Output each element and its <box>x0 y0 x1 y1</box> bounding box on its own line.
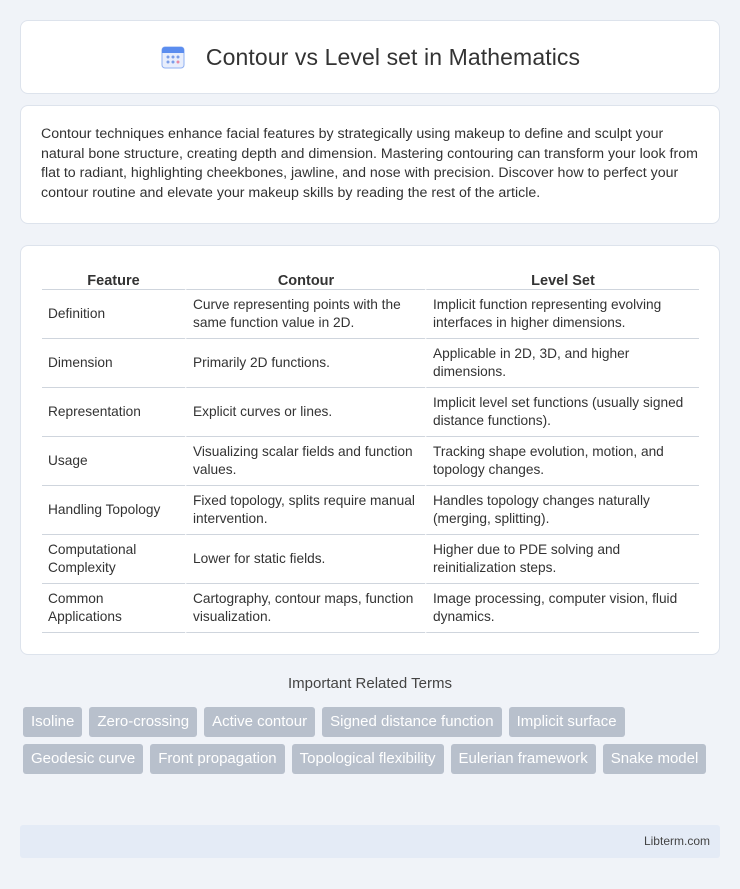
contour-cell: Explicit curves or lines. <box>185 388 425 437</box>
tag-snake-model[interactable]: Snake model <box>603 744 707 774</box>
title-card <box>20 20 720 94</box>
comparison-table <box>42 266 699 633</box>
level-set-cell: Implicit level set functions (usually signed distance functions). <box>425 388 699 437</box>
level-set-cell: Tracking shape evolution, motion, and topology changes. <box>425 437 699 486</box>
level-set-cell: Handles topology changes naturally (merging, splitting). <box>425 486 699 535</box>
contour-cell: Cartography, contour maps, function visualization. <box>185 584 425 633</box>
contour-cell: Curve representing points with the same function value in 2D. <box>185 290 425 339</box>
calendar-grid-icon <box>160 44 186 70</box>
intro-card <box>20 105 720 224</box>
page-title: Contour vs Level set in Mathematics <box>205 43 581 70</box>
tag-isoline[interactable]: Isoline <box>23 707 82 737</box>
table-row <box>42 584 699 633</box>
header-feature: Feature <box>42 266 185 290</box>
intro-text: Contour techniques enhance facial features by strategically using makeup to define and sculpt your natural bone structure, creating depth and dimension. Mastering contouring can transform your look from flat to radiant, highlighting cheekbones, jawline, and nose with precision. Discover how to perfect your contour routine and elevate your makeup skills by reading the rest of the article. <box>41 126 698 201</box>
tag-front-propagation[interactable]: Front propagation <box>150 744 284 774</box>
feature-cell: Usage <box>42 437 185 486</box>
tag-geodesic-curve[interactable]: Geodesic curve <box>23 744 143 774</box>
level-set-cell: Higher due to PDE solving and reinitialization steps. <box>425 535 699 584</box>
table-row <box>42 290 699 339</box>
tag-zero-crossing[interactable]: Zero-crossing <box>89 707 197 737</box>
level-set-cell: Applicable in 2D, 3D, and higher dimensions. <box>425 339 699 388</box>
table-row <box>42 535 699 584</box>
table-row <box>42 486 699 535</box>
table-row <box>42 437 699 486</box>
comparison-table-card <box>20 245 720 655</box>
tag-topological-flexibility[interactable]: Topological flexibility <box>292 744 444 774</box>
header-contour: Contour <box>185 266 425 290</box>
footer <box>20 825 720 858</box>
table-row <box>42 339 699 388</box>
tag-active-contour[interactable]: Active contour <box>204 707 315 737</box>
feature-cell: Dimension <box>42 339 185 388</box>
feature-cell: Definition <box>42 290 185 339</box>
feature-cell: Computational Complexity <box>42 535 185 584</box>
feature-cell: Handling Topology <box>42 486 185 535</box>
contour-cell: Fixed topology, splits require manual intervention. <box>185 486 425 535</box>
related-terms-title: Important Related Terms <box>288 675 452 692</box>
contour-cell: Primarily 2D functions. <box>185 339 425 388</box>
feature-cell: Common Applications <box>42 584 185 633</box>
header-level-set: Level Set <box>425 266 699 290</box>
table-row <box>42 388 699 437</box>
tag-implicit-surface[interactable]: Implicit surface <box>509 707 625 737</box>
tag-eulerian-framework[interactable]: Eulerian framework <box>451 744 596 774</box>
contour-cell: Lower for static fields. <box>185 535 425 584</box>
tag-signed-distance-function[interactable]: Signed distance function <box>322 707 501 737</box>
table-header-row <box>42 266 699 290</box>
feature-cell: Representation <box>42 388 185 437</box>
related-terms-list <box>23 707 723 781</box>
contour-cell: Visualizing scalar fields and function values. <box>185 437 425 486</box>
footer-site-link[interactable]: Libterm.com <box>643 834 710 848</box>
level-set-cell: Image processing, computer vision, fluid dynamics. <box>425 584 699 633</box>
level-set-cell: Implicit function representing evolving interfaces in higher dimensions. <box>425 290 699 339</box>
